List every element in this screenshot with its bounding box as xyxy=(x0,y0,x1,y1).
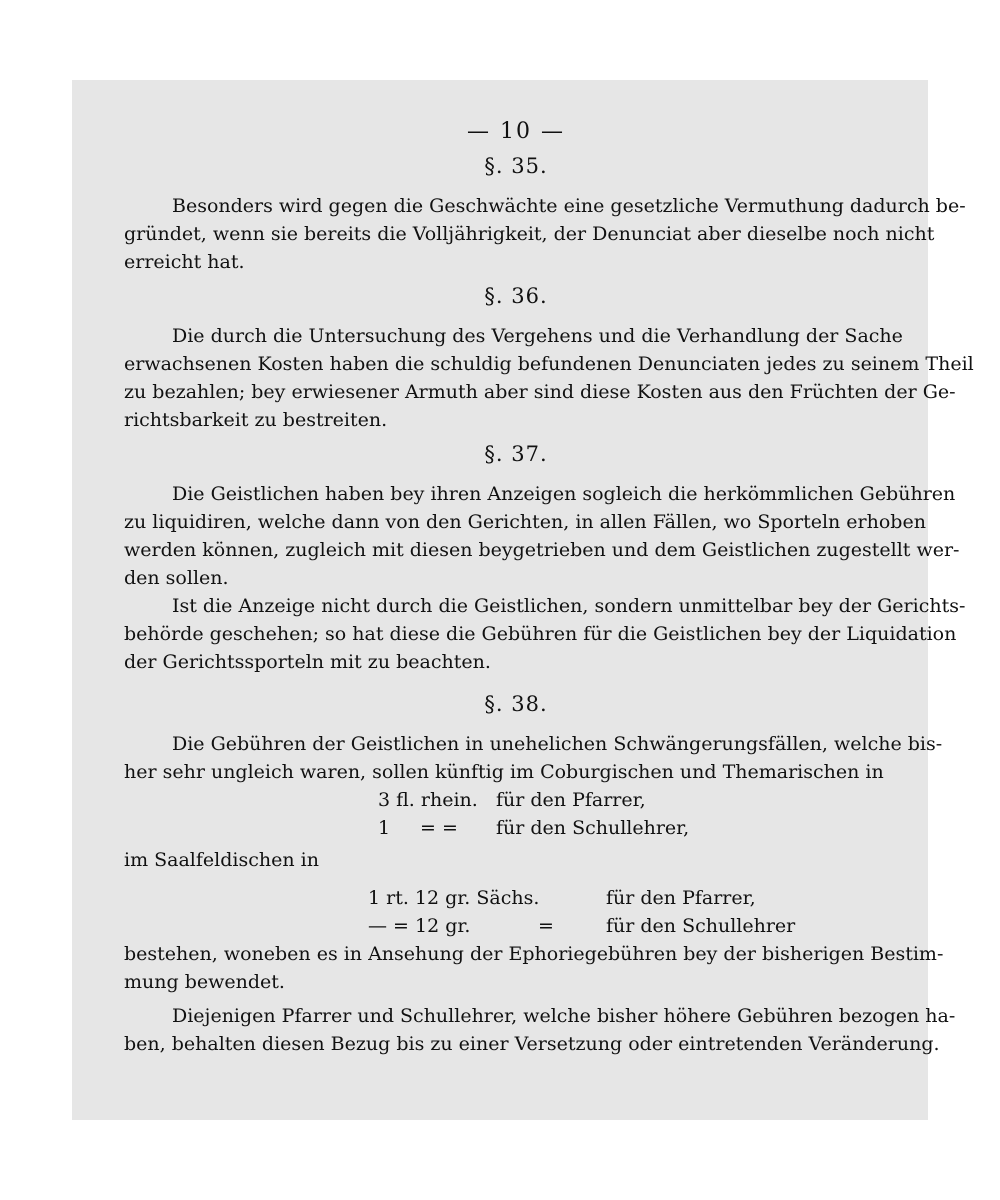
text-line: werden können, zugleich mit diesen beygetrieben und dem Geistlichen zugestellt wer- xyxy=(124,539,960,561)
page-number: — 10 — xyxy=(467,119,565,144)
paragraph-38-final xyxy=(124,1002,956,1058)
text-line: Besonders wird gegen die Geschwächte eine gesetzliche Vermuthung dadurch be- xyxy=(172,195,966,217)
text-line: mung bewendet. xyxy=(124,971,285,993)
text-line: her sehr ungleich waren, sollen künftig im Coburgischen und Themarischen in xyxy=(124,761,884,783)
text-line: Die Geistlichen haben bey ihren Anzeigen sogleich die herkömmlichen Gebühren xyxy=(172,483,956,505)
page-content xyxy=(124,118,974,1058)
text-line: bestehen, woneben es in Ansehung der Ephoriegebühren bey der bisherigen Bestim- xyxy=(124,943,944,965)
section-heading-38: §. 38. xyxy=(484,692,548,716)
text-line: Die durch die Untersuchung des Vergehens und die Verhandlung der Sache xyxy=(172,325,903,347)
text-line: erreicht hat. xyxy=(124,251,245,273)
fee-ditto-marks: = = xyxy=(420,817,458,839)
text-line: ben, behalten diesen Bezug bis zu einer Versetzung oder eintretenden Veränderung. xyxy=(124,1033,940,1055)
fee-row xyxy=(124,884,908,912)
paragraph-36 xyxy=(124,322,974,434)
paragraph-35 xyxy=(124,192,966,276)
text-line: behörde geschehen; so hat diese die Gebühren für die Geistlichen bey der Liquidation xyxy=(124,623,957,645)
text-line: zu bezahlen; bey erwiesener Armuth aber sind diese Kosten aus den Früchten der Ge- xyxy=(124,381,956,403)
fee-amount: 3 fl. rhein. xyxy=(378,789,478,811)
text-line: Ist die Anzeige nicht durch die Geistlichen, sondern unmittelbar bey der Gerichts- xyxy=(172,595,966,617)
text-line: zu liquidiren, welche dann von den Gerichten, in allen Fällen, wo Sporteln erhoben xyxy=(124,511,926,533)
paragraph-37-a xyxy=(124,480,960,592)
fee-amount: 1 rt. 12 gr. Sächs. xyxy=(368,887,540,909)
fee-recipient: für den Pfarrer, xyxy=(606,887,756,909)
fee-recipient: für den Schullehrer, xyxy=(496,817,690,839)
text-line: Diejenigen Pfarrer und Schullehrer, welche bisher höhere Gebühren bezogen ha- xyxy=(172,1005,956,1027)
text-line: im Saalfeldischen in xyxy=(124,849,319,871)
fee-row xyxy=(124,912,908,940)
fee-recipient: für den Pfarrer, xyxy=(496,789,646,811)
fee-ditto-marks: = xyxy=(538,915,554,937)
fee-recipient: für den Schullehrer xyxy=(606,915,796,937)
fee-amount: — = 12 gr. xyxy=(368,915,471,937)
fee-row xyxy=(124,786,908,814)
text-line: erwachsenen Kosten haben die schuldig befundenen Denunciaten jedes zu seinem Theil xyxy=(124,353,974,375)
paragraph-38-intro xyxy=(124,730,943,786)
fee-amount: 1 xyxy=(378,817,391,839)
section-heading-35: §. 35. xyxy=(484,154,548,178)
fee-row xyxy=(124,814,908,842)
text-line: der Gerichtssporteln mit zu beachten. xyxy=(124,651,491,673)
section-heading-37: §. 37. xyxy=(484,442,548,466)
paragraph-37-b xyxy=(124,592,966,676)
text-line: gründet, wenn sie bereits die Volljährigkeit, der Denunciat aber dieselbe noch nicht xyxy=(124,223,935,245)
text-line: richtsbarkeit zu bestreiten. xyxy=(124,409,388,431)
text-line: den sollen. xyxy=(124,567,229,589)
text-line: Die Gebühren der Geistlichen in unehelichen Schwängerungsfällen, welche bis- xyxy=(172,733,943,755)
paragraph-38-after xyxy=(124,940,944,996)
section-heading-36: §. 36. xyxy=(484,284,548,308)
